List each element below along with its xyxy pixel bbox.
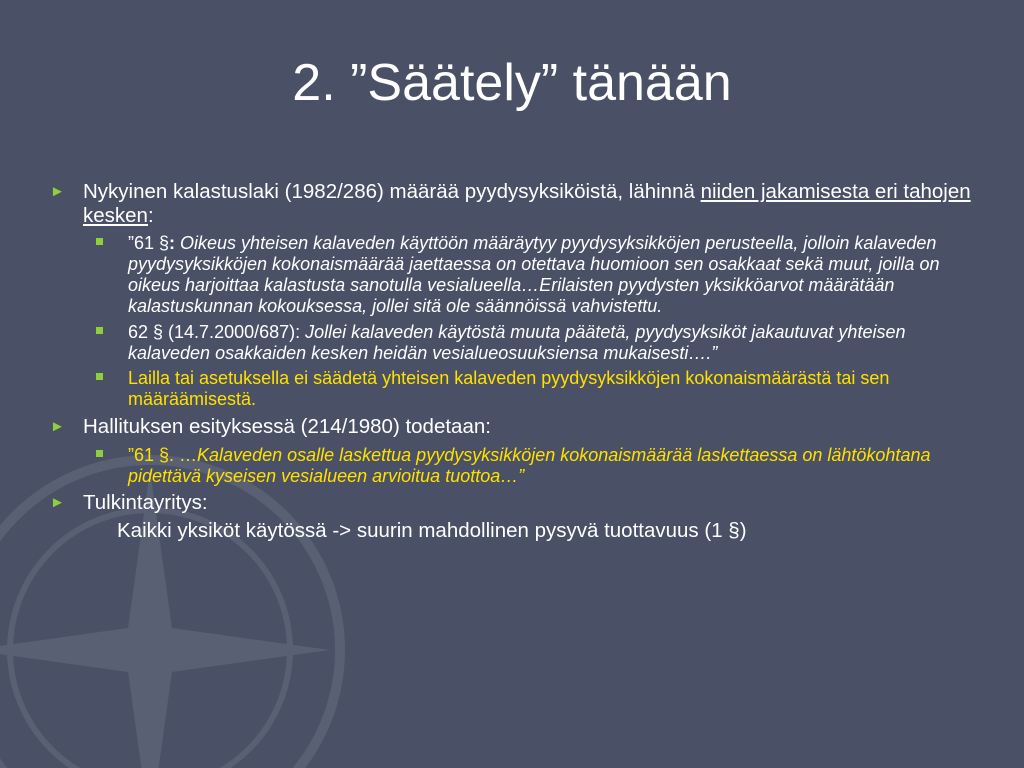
square-bullet-icon [96, 373, 103, 380]
section-prefix: ”61 § [128, 233, 170, 254]
interpretation-line: Kaikki yksiköt käytössä -> suurin mahdollinen pysyvä tuottavuus (1 §) [117, 519, 747, 542]
underlined-text: niiden jakamisesta eri tahojen kesken [83, 180, 971, 227]
subbullet-61 [50, 233, 990, 317]
bold-colon: : [169, 233, 176, 254]
bullet-text: Nykyinen kalastuslaki (1982/286) määrää pyydysyksiköistä, lähinnä [83, 180, 701, 203]
bullet-text: Tulkintayritys: [83, 491, 208, 515]
bullet-kalastuslaki [50, 180, 990, 227]
subbullet-62 [50, 322, 990, 364]
section-prefix: 62 § (14.7.2000/687): [128, 321, 306, 342]
bullet-tulkinta [50, 491, 990, 515]
arrow-triangle-icon: ► [50, 183, 65, 200]
law-quote: Oikeus yhteisen kalaveden käyttöön määräytyy pyydysyksikköjen perusteella, jolloin kalaveden pyydysyksikköjen kokonaismäärää jaettaessa on otettava huomioon sen osakkaat sekä muut, joilla on oikeus harjoittaa kalastusta sanotulla vesialueella…Erilaisten pyydysten yksikköarvot määrätään kalastuskunnan kokouksessa, jollei sitä ole säännöissä vahvistettu. [128, 233, 940, 316]
law-quote: Jollei kalaveden käytöstä muuta päätetä, pyydysyksiköt jakautuvat yhteisen kalaveden osakkaiden kesken heidän vesialueosuuksiensa mukaisesti….” [128, 321, 906, 363]
square-bullet-icon [96, 450, 103, 457]
square-bullet-icon [96, 238, 103, 245]
slide-content [50, 180, 990, 544]
bullet-hallitus [50, 415, 990, 439]
section-prefix: ”61 §. … [128, 444, 198, 465]
subbullet-hallitus-61 [50, 445, 990, 487]
bullet-text: Hallituksen esityksessä (214/1980) todetaan: [83, 415, 491, 439]
slide-title: 2. ”Säätely” tänään [292, 54, 732, 112]
highlight-text: Lailla tai asetuksella ei säädetä yhteisen kalaveden pyydysyksikköjen kokonaismäärästä tai sen määräämisestä. [128, 368, 890, 410]
arrow-triangle-icon: ► [50, 494, 65, 512]
square-bullet-icon [96, 327, 103, 334]
proposal-quote: Kalaveden osalle laskettua pyydysyksikköjen kokonaismäärää laskettaessa on lähtökohtana pidettävä kyseisen vesialueen arvioitua tuottoa…” [128, 444, 931, 486]
colon-text: : [147, 203, 154, 227]
arrow-triangle-icon: ► [50, 418, 65, 436]
subbullet-highlight [50, 368, 990, 410]
